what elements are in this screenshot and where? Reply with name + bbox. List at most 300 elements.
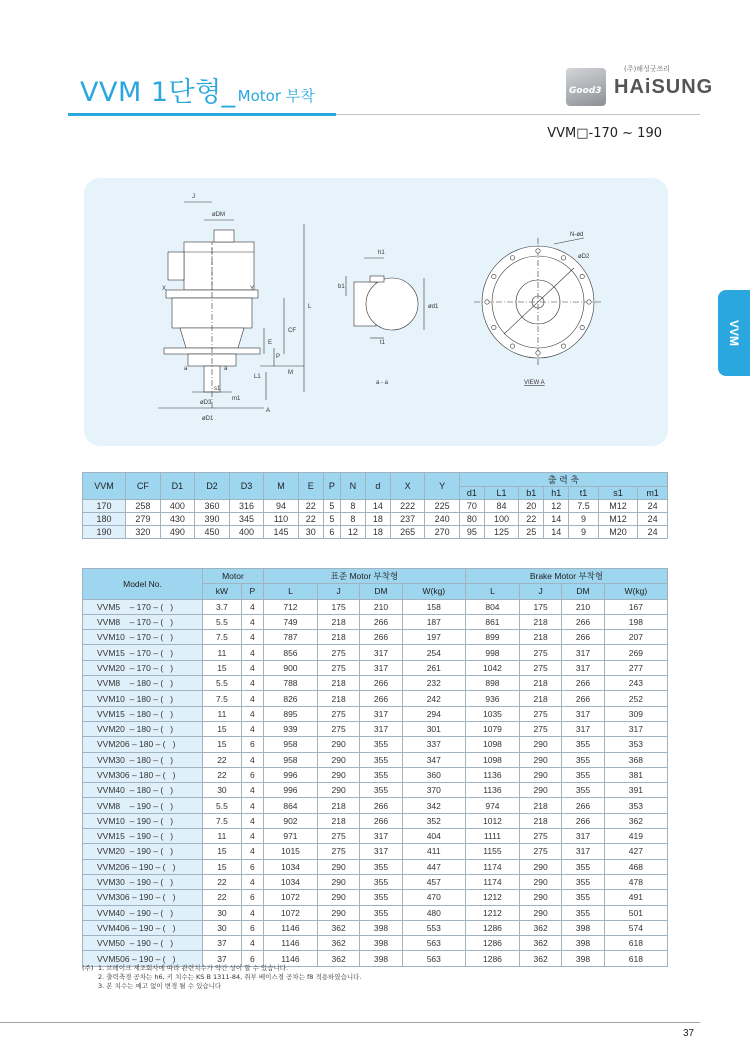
model-cell: 290 bbox=[519, 752, 561, 767]
model-cell: 468 bbox=[604, 859, 667, 874]
model-cell: 266 bbox=[562, 813, 604, 828]
model-cell: 317 bbox=[360, 844, 402, 859]
model-cell: 30 bbox=[203, 920, 242, 935]
model-cell: 996 bbox=[263, 783, 317, 798]
model-cell: 398 bbox=[562, 936, 604, 951]
model-subheader: L bbox=[263, 584, 317, 599]
model-cell: 478 bbox=[604, 874, 667, 889]
model-cell: 218 bbox=[519, 798, 561, 813]
model-cell: 317 bbox=[562, 844, 604, 859]
model-name-cell: VVM506 – 190 – ( ) bbox=[83, 951, 203, 966]
model-subheader: J bbox=[317, 584, 359, 599]
model-cell: 290 bbox=[317, 752, 359, 767]
model-cell: 355 bbox=[562, 783, 604, 798]
label-D1: øD1 bbox=[202, 416, 214, 422]
model-cell: 317 bbox=[604, 721, 667, 736]
bolt-hole bbox=[561, 256, 565, 260]
spec-cell: 450 bbox=[195, 526, 230, 539]
table-row bbox=[83, 737, 668, 752]
model-cell: 243 bbox=[604, 676, 667, 691]
model-cell: 861 bbox=[465, 614, 519, 629]
model-cell: 242 bbox=[402, 691, 465, 706]
model-cell: 266 bbox=[360, 691, 402, 706]
model-cell: 398 bbox=[360, 951, 402, 966]
spec-cell: 400 bbox=[160, 500, 195, 513]
model-name-cell: VVM30 – 190 – ( ) bbox=[83, 874, 203, 889]
title-main: VVM 1단형_ bbox=[80, 77, 236, 108]
model-cell: 1286 bbox=[465, 920, 519, 935]
model-cell: 4 bbox=[241, 752, 263, 767]
spec-cell: 18 bbox=[365, 526, 390, 539]
model-cell: 419 bbox=[604, 829, 667, 844]
spec-cell: 12 bbox=[544, 500, 569, 513]
spec-cell: 24 bbox=[638, 500, 668, 513]
model-cell: 355 bbox=[360, 905, 402, 920]
spec-header-y: Y bbox=[425, 473, 460, 500]
model-cell: 958 bbox=[263, 737, 317, 752]
model-cell: 317 bbox=[562, 721, 604, 736]
spec-cell: 20 bbox=[519, 500, 544, 513]
spec-cell: 258 bbox=[126, 500, 161, 513]
model-cell: 218 bbox=[317, 614, 359, 629]
table-row bbox=[83, 721, 668, 736]
model-cell: 275 bbox=[519, 660, 561, 675]
model-cell: 4 bbox=[241, 844, 263, 859]
spec-cell: 22 bbox=[298, 500, 323, 513]
model-cell: 337 bbox=[402, 737, 465, 752]
model-header: Model No. bbox=[83, 569, 203, 600]
model-cell: 712 bbox=[263, 599, 317, 614]
spec-subheader-m1: m1 bbox=[638, 487, 668, 500]
spec-row-model: 190 bbox=[83, 526, 126, 539]
model-cell: 309 bbox=[604, 706, 667, 721]
spec-cell: 25 bbox=[519, 526, 544, 539]
model-cell: 4 bbox=[241, 936, 263, 951]
model-cell: 900 bbox=[263, 660, 317, 675]
model-cell: 266 bbox=[562, 676, 604, 691]
spec-cell: 14 bbox=[544, 526, 569, 539]
spec-cell: 9 bbox=[569, 513, 599, 526]
model-cell: 4 bbox=[241, 905, 263, 920]
model-cell: 353 bbox=[604, 798, 667, 813]
model-cell: 11 bbox=[203, 829, 242, 844]
table-row bbox=[83, 936, 668, 951]
model-cell: 1286 bbox=[465, 936, 519, 951]
model-subheader: kW bbox=[203, 584, 242, 599]
label-A: A bbox=[266, 408, 271, 414]
model-cell: 275 bbox=[317, 721, 359, 736]
label-aa: a - a bbox=[376, 380, 389, 386]
spec-subheader-d1: d1 bbox=[459, 487, 484, 500]
table-row bbox=[83, 752, 668, 767]
table-row bbox=[83, 706, 668, 721]
model-cell: 4 bbox=[241, 691, 263, 706]
bolt-hole bbox=[580, 325, 584, 329]
model-cell: 4 bbox=[241, 721, 263, 736]
model-cell: 197 bbox=[402, 630, 465, 645]
model-cell: 290 bbox=[317, 737, 359, 752]
model-cell: 1035 bbox=[465, 706, 519, 721]
model-cell: 362 bbox=[317, 936, 359, 951]
spec-cell: 22 bbox=[519, 513, 544, 526]
model-cell: 218 bbox=[519, 676, 561, 691]
model-cell: 218 bbox=[519, 630, 561, 645]
model-cell: 971 bbox=[263, 829, 317, 844]
model-cell: 618 bbox=[604, 951, 667, 966]
model-cell: 553 bbox=[402, 920, 465, 935]
spec-cell: 5 bbox=[323, 513, 340, 526]
spec-row bbox=[83, 500, 668, 513]
spec-cell: 145 bbox=[264, 526, 299, 539]
model-cell: 411 bbox=[402, 844, 465, 859]
model-cell: 1034 bbox=[263, 874, 317, 889]
table-row bbox=[83, 920, 668, 935]
spec-header-vvm: VVM bbox=[83, 473, 126, 500]
model-cell: 404 bbox=[402, 829, 465, 844]
spec-header-e: E bbox=[298, 473, 323, 500]
model-name-cell: VVM15 – 170 – ( ) bbox=[83, 645, 203, 660]
model-cell: 427 bbox=[604, 844, 667, 859]
model-cell: 266 bbox=[562, 691, 604, 706]
model-cell: 355 bbox=[360, 752, 402, 767]
model-cell: 15 bbox=[203, 660, 242, 675]
model-cell: 6 bbox=[241, 951, 263, 966]
model-cell: 1155 bbox=[465, 844, 519, 859]
model-cell: 4 bbox=[241, 676, 263, 691]
model-cell: 749 bbox=[263, 614, 317, 629]
model-cell: 261 bbox=[402, 660, 465, 675]
model-cell: 563 bbox=[402, 951, 465, 966]
logo-tag: Good3 bbox=[569, 86, 602, 96]
model-cell: 266 bbox=[360, 798, 402, 813]
spec-cell: 6 bbox=[323, 526, 340, 539]
model-cell: 37 bbox=[203, 951, 242, 966]
standard-motor-header: 표준 Motor 부착형 bbox=[263, 569, 465, 584]
model-subheader: P bbox=[241, 584, 263, 599]
model-name-cell: VVM5 – 170 – ( ) bbox=[83, 599, 203, 614]
model-subheader: J bbox=[519, 584, 561, 599]
spec-cell: 360 bbox=[195, 500, 230, 513]
model-cell: 22 bbox=[203, 874, 242, 889]
model-cell: 22 bbox=[203, 767, 242, 782]
model-cell: 275 bbox=[519, 645, 561, 660]
spec-cell: 7.5 bbox=[569, 500, 599, 513]
spec-cell: 100 bbox=[484, 513, 519, 526]
label-L1: L1 bbox=[254, 374, 261, 380]
spec-cell: 24 bbox=[638, 513, 668, 526]
table-row bbox=[83, 829, 668, 844]
model-name-cell: VVM8 – 190 – ( ) bbox=[83, 798, 203, 813]
model-cell: 5.5 bbox=[203, 676, 242, 691]
model-cell: 1136 bbox=[465, 767, 519, 782]
model-cell: 218 bbox=[519, 813, 561, 828]
spec-cell: 400 bbox=[229, 526, 264, 539]
model-cell: 210 bbox=[360, 599, 402, 614]
model-cell: 218 bbox=[519, 691, 561, 706]
spec-cell: 125 bbox=[484, 526, 519, 539]
model-cell: 218 bbox=[317, 630, 359, 645]
model-cell: 1034 bbox=[263, 859, 317, 874]
model-cell: 1098 bbox=[465, 737, 519, 752]
model-cell: 1072 bbox=[263, 905, 317, 920]
label-CF: CF bbox=[288, 328, 296, 334]
model-cell: 4 bbox=[241, 813, 263, 828]
model-cell: 6 bbox=[241, 767, 263, 782]
brake-motor-header: Brake Motor 부착형 bbox=[465, 569, 667, 584]
model-cell: 15 bbox=[203, 737, 242, 752]
model-cell: 864 bbox=[263, 798, 317, 813]
model-cell: 381 bbox=[604, 767, 667, 782]
spec-subheader-b1: b1 bbox=[519, 487, 544, 500]
label-P: P bbox=[276, 354, 281, 360]
spec-cell: 225 bbox=[425, 500, 460, 513]
bolt-hole bbox=[492, 325, 496, 329]
bolt-hole bbox=[536, 249, 540, 253]
table-row bbox=[83, 813, 668, 828]
spec-cell: M20 bbox=[598, 526, 637, 539]
drawing-svg bbox=[84, 178, 668, 446]
model-cell: 480 bbox=[402, 905, 465, 920]
model-name-cell: VVM20 – 190 – ( ) bbox=[83, 844, 203, 859]
model-subheader: L bbox=[465, 584, 519, 599]
spec-header-m: M bbox=[264, 473, 299, 500]
label-s1: s1 bbox=[214, 386, 221, 392]
model-cell: 5.5 bbox=[203, 614, 242, 629]
model-name-cell: VVM40 – 190 – ( ) bbox=[83, 905, 203, 920]
model-cell: 275 bbox=[317, 829, 359, 844]
model-cell: 37 bbox=[203, 936, 242, 951]
model-cell: 355 bbox=[360, 783, 402, 798]
model-cell: 252 bbox=[604, 691, 667, 706]
model-cell: 266 bbox=[562, 798, 604, 813]
model-cell: 1042 bbox=[465, 660, 519, 675]
shaft-section-view bbox=[346, 258, 424, 338]
model-cell: 7.5 bbox=[203, 630, 242, 645]
model-cell: 6 bbox=[241, 920, 263, 935]
spec-cell: 18 bbox=[365, 513, 390, 526]
model-cell: 30 bbox=[203, 905, 242, 920]
label-L: L bbox=[308, 304, 312, 310]
label-DM: øDM bbox=[212, 212, 225, 218]
model-name-cell: VVM206 – 180 – ( ) bbox=[83, 737, 203, 752]
label-a1: a bbox=[184, 366, 188, 372]
model-cell: 352 bbox=[402, 813, 465, 828]
side-tab bbox=[718, 290, 750, 376]
model-cell: 7.5 bbox=[203, 813, 242, 828]
model-name-cell: VVM8 – 180 – ( ) bbox=[83, 676, 203, 691]
spec-subheader-t1: t1 bbox=[569, 487, 599, 500]
model-cell: 22 bbox=[203, 890, 242, 905]
model-name-cell: VVM30 – 180 – ( ) bbox=[83, 752, 203, 767]
table-row bbox=[83, 798, 668, 813]
model-cell: 266 bbox=[360, 630, 402, 645]
spec-subheader-s1: s1 bbox=[598, 487, 637, 500]
model-cell: 15 bbox=[203, 721, 242, 736]
model-cell: 317 bbox=[562, 829, 604, 844]
model-cell: 7.5 bbox=[203, 691, 242, 706]
label-Nd: N-ød bbox=[570, 232, 584, 238]
model-cell: 1111 bbox=[465, 829, 519, 844]
model-spec-table bbox=[82, 568, 668, 967]
label-h1: h1 bbox=[378, 250, 385, 256]
model-cell: 362 bbox=[604, 813, 667, 828]
model-cell: 218 bbox=[519, 614, 561, 629]
model-cell: 175 bbox=[519, 599, 561, 614]
spec-cell: 345 bbox=[229, 513, 264, 526]
model-cell: 167 bbox=[604, 599, 667, 614]
model-cell: 6 bbox=[241, 859, 263, 874]
model-cell: 360 bbox=[402, 767, 465, 782]
footer-divider bbox=[0, 1022, 700, 1023]
model-cell: 362 bbox=[519, 920, 561, 935]
spec-cell: 24 bbox=[638, 526, 668, 539]
model-cell: 4 bbox=[241, 645, 263, 660]
model-cell: 347 bbox=[402, 752, 465, 767]
model-cell: 1012 bbox=[465, 813, 519, 828]
label-m1: m1 bbox=[232, 396, 241, 402]
model-cell: 290 bbox=[519, 767, 561, 782]
bolt-hole bbox=[492, 274, 496, 278]
model-cell: 266 bbox=[360, 614, 402, 629]
bolt-hole bbox=[561, 344, 565, 348]
model-cell: 1212 bbox=[465, 890, 519, 905]
model-name-cell: VVM50 – 190 – ( ) bbox=[83, 936, 203, 951]
model-cell: 1146 bbox=[263, 951, 317, 966]
model-name-cell: VVM15 – 180 – ( ) bbox=[83, 706, 203, 721]
model-cell: 275 bbox=[519, 844, 561, 859]
label-J: J bbox=[192, 194, 195, 200]
model-cell: 218 bbox=[317, 813, 359, 828]
spec-header-n: N bbox=[340, 473, 365, 500]
title-underline bbox=[68, 113, 336, 116]
model-cell: 198 bbox=[604, 614, 667, 629]
model-cell: 1072 bbox=[263, 890, 317, 905]
model-cell: 355 bbox=[360, 767, 402, 782]
model-cell: 974 bbox=[465, 798, 519, 813]
spec-cell: 80 bbox=[459, 513, 484, 526]
model-cell: 1146 bbox=[263, 920, 317, 935]
model-cell: 290 bbox=[519, 905, 561, 920]
table-row bbox=[83, 874, 668, 889]
table-row bbox=[83, 905, 668, 920]
model-name-cell: VVM10 – 170 – ( ) bbox=[83, 630, 203, 645]
spec-row-model: 170 bbox=[83, 500, 126, 513]
model-cell: 355 bbox=[360, 874, 402, 889]
spec-cell: 5 bbox=[323, 500, 340, 513]
model-cell: 275 bbox=[317, 706, 359, 721]
bolt-hole bbox=[510, 256, 514, 260]
model-cell: 218 bbox=[317, 676, 359, 691]
model-cell: 290 bbox=[519, 859, 561, 874]
motor-header: Motor bbox=[203, 569, 264, 584]
model-cell: 353 bbox=[604, 737, 667, 752]
model-cell: 391 bbox=[604, 783, 667, 798]
spec-header-d: d bbox=[365, 473, 390, 500]
spec-cell: M12 bbox=[598, 500, 637, 513]
model-cell: 787 bbox=[263, 630, 317, 645]
model-subheader: DM bbox=[360, 584, 402, 599]
spec-cell: 30 bbox=[298, 526, 323, 539]
model-name-cell: VVM8 – 170 – ( ) bbox=[83, 614, 203, 629]
spec-cell: 265 bbox=[390, 526, 425, 539]
page-title bbox=[80, 70, 315, 109]
model-cell: 187 bbox=[402, 614, 465, 629]
model-cell: 6 bbox=[241, 737, 263, 752]
model-cell: 355 bbox=[562, 752, 604, 767]
note-item: 2. 출력축경 공차는 h6, 키 치수는 KS B 1311-84, 취부 베이스경 공차는 f8 적용하였습니다. bbox=[98, 973, 362, 981]
table-row bbox=[83, 890, 668, 905]
model-cell: 1098 bbox=[465, 752, 519, 767]
table-row bbox=[83, 783, 668, 798]
model-name-cell: VVM20 – 170 – ( ) bbox=[83, 660, 203, 675]
model-cell: 5.5 bbox=[203, 798, 242, 813]
model-range: VVM□-170 ~ 190 bbox=[547, 126, 662, 141]
model-cell: 1212 bbox=[465, 905, 519, 920]
spec-header-p: P bbox=[323, 473, 340, 500]
model-cell: 804 bbox=[465, 599, 519, 614]
model-cell: 362 bbox=[317, 920, 359, 935]
spec-subheader-l1: L1 bbox=[484, 487, 519, 500]
model-cell: 355 bbox=[360, 737, 402, 752]
model-cell: 290 bbox=[317, 859, 359, 874]
model-cell: 1015 bbox=[263, 844, 317, 859]
spec-header-d1: D1 bbox=[160, 473, 195, 500]
model-cell: 355 bbox=[562, 859, 604, 874]
spec-group-header: 출 력 축 bbox=[459, 473, 667, 487]
model-cell: 266 bbox=[360, 813, 402, 828]
spec-header-d2: D2 bbox=[195, 473, 230, 500]
model-cell: 618 bbox=[604, 936, 667, 951]
model-cell: 342 bbox=[402, 798, 465, 813]
spec-cell: 270 bbox=[425, 526, 460, 539]
table-row bbox=[83, 767, 668, 782]
model-cell: 470 bbox=[402, 890, 465, 905]
model-cell: 368 bbox=[604, 752, 667, 767]
model-cell: 501 bbox=[604, 905, 667, 920]
model-cell: 563 bbox=[402, 936, 465, 951]
side-tab-label: VVM bbox=[727, 319, 741, 346]
spec-cell: 22 bbox=[298, 513, 323, 526]
spec-cell: 9 bbox=[569, 526, 599, 539]
spec-cell: 95 bbox=[459, 526, 484, 539]
model-cell: 317 bbox=[360, 645, 402, 660]
spec-cell: 320 bbox=[126, 526, 161, 539]
table-row bbox=[83, 691, 668, 706]
model-cell: 317 bbox=[360, 706, 402, 721]
dimension-spec-table bbox=[82, 472, 668, 539]
spec-cell: 8 bbox=[340, 513, 365, 526]
model-cell: 30 bbox=[203, 783, 242, 798]
spec-cell: 12 bbox=[340, 526, 365, 539]
model-cell: 275 bbox=[317, 660, 359, 675]
model-cell: 826 bbox=[263, 691, 317, 706]
model-cell: 996 bbox=[263, 767, 317, 782]
model-cell: 290 bbox=[519, 874, 561, 889]
spec-row bbox=[83, 513, 668, 526]
model-cell: 266 bbox=[360, 676, 402, 691]
model-cell: 998 bbox=[465, 645, 519, 660]
side-view bbox=[158, 202, 304, 408]
model-cell: 15 bbox=[203, 859, 242, 874]
model-name-cell: VVM40 – 180 – ( ) bbox=[83, 783, 203, 798]
model-cell: 11 bbox=[203, 706, 242, 721]
spec-cell: 84 bbox=[484, 500, 519, 513]
label-D3: øD3 bbox=[200, 400, 212, 406]
spec-cell: 316 bbox=[229, 500, 264, 513]
model-cell: 1286 bbox=[465, 951, 519, 966]
logo-korean-name: (주)해성굿쓰리 bbox=[624, 65, 671, 73]
model-cell: 1146 bbox=[263, 936, 317, 951]
